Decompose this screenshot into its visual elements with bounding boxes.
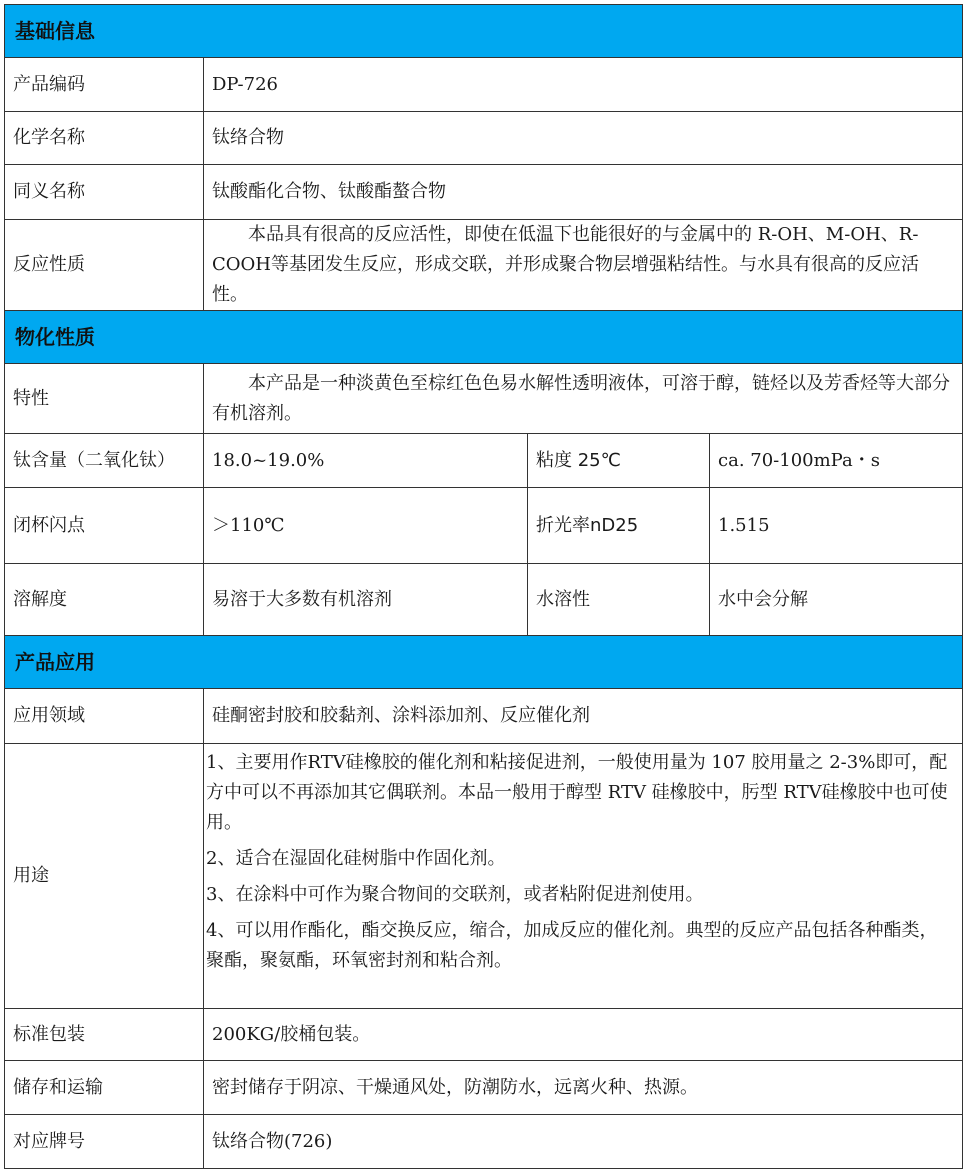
usage-item-4: 4、可以用作酯化，酯交换反应，缩合，加成反应的催化剂。典型的反应产品包括各种酯类，聚酯，聚氨酯，环氧密封剂和粘合剂。 <box>206 920 938 971</box>
viscosity-value: ca. 70-100mPa・s <box>710 434 963 488</box>
packaging-value: 200KG/胶桶包装。 <box>204 1009 963 1061</box>
usage-label: 用途 <box>5 744 204 1009</box>
flash-point-value: ＞110℃ <box>204 488 528 564</box>
usage-item-3: 3、在涂料中可作为聚合物间的交联剂，或者粘附促进剂使用。 <box>206 884 704 905</box>
row-characteristics <box>5 364 963 434</box>
reactivity-value: 本品具有很高的反应活性，即使在低温下也能很好的与金属中的 R-OH、M-OH、R-COOH等基团发生反应，形成交联，并形成聚合物层增强粘结性。与水具有很高的反应活性。 <box>204 220 963 311</box>
row-reactivity <box>5 220 963 311</box>
section-title-physchem: 物化性质 <box>5 311 963 364</box>
section-title-application: 产品应用 <box>5 636 963 689</box>
row-synonyms <box>5 165 963 220</box>
water-solubility-value: 水中会分解 <box>710 564 963 636</box>
row-flash-point <box>5 488 963 564</box>
storage-label: 储存和运输 <box>5 1061 204 1115</box>
product-code-label: 产品编码 <box>5 58 204 112</box>
reactivity-label: 反应性质 <box>5 220 204 311</box>
packaging-label: 标准包装 <box>5 1009 204 1061</box>
solubility-value: 易溶于大多数有机溶剂 <box>204 564 528 636</box>
brand-value: 钛络合物(726) <box>204 1115 963 1169</box>
titanium-content-value: 18.0~19.0% <box>204 434 528 488</box>
characteristics-label: 特性 <box>5 364 204 434</box>
characteristics-value: 本产品是一种淡黄色至棕红色色易水解性透明液体，可溶于醇，链烃以及芳香烃等大部分有机溶剂。 <box>204 364 963 434</box>
chemical-name-label: 化学名称 <box>5 112 204 165</box>
usage-item-1: 1、主要用作RTV硅橡胶的催化剂和粘接促进剂，一般使用量为 107 胶用量之 2-3%即可，配方中可以不再添加其它偶联剂。本品一般用于醇型 RTV 硅橡胶中，肟型 RTV硅橡胶中也可使用。 <box>206 752 948 833</box>
application-field-value: 硅酮密封胶和胶黏剂、涂料添加剂、反应催化剂 <box>204 689 963 744</box>
synonyms-value: 钛酸酯化合物、钛酸酯螯合物 <box>204 165 963 220</box>
row-application-field <box>5 689 963 744</box>
section-header-physchem <box>5 311 963 364</box>
row-product-code <box>5 58 963 112</box>
application-field-label: 应用领域 <box>5 689 204 744</box>
storage-value: 密封储存于阴凉、干燥通风处，防潮防水，远离火种、热源。 <box>204 1061 963 1115</box>
section-title-basic: 基础信息 <box>5 5 963 58</box>
section-header-application <box>5 636 963 689</box>
solubility-label: 溶解度 <box>5 564 204 636</box>
row-chemical-name <box>5 112 963 165</box>
chemical-name-value: 钛络合物 <box>204 112 963 165</box>
synonyms-label: 同义名称 <box>5 165 204 220</box>
row-solubility <box>5 564 963 636</box>
usage-item-2: 2、适合在湿固化硅树脂中作固化剂。 <box>206 848 506 869</box>
viscosity-label: 粘度 25℃ <box>528 434 710 488</box>
row-storage <box>5 1061 963 1115</box>
row-usage <box>5 744 963 1009</box>
water-solubility-label: 水溶性 <box>528 564 710 636</box>
product-spec-table <box>4 4 963 1169</box>
brand-label: 对应牌号 <box>5 1115 204 1169</box>
usage-value <box>204 744 963 1009</box>
row-titanium-content <box>5 434 963 488</box>
refractive-index-label: 折光率nD25 <box>528 488 710 564</box>
flash-point-label: 闭杯闪点 <box>5 488 204 564</box>
row-packaging <box>5 1009 963 1061</box>
titanium-content-label: 钛含量（二氧化钛） <box>5 434 204 488</box>
refractive-index-value: 1.515 <box>710 488 963 564</box>
product-code-value: DP-726 <box>204 58 963 112</box>
row-brand <box>5 1115 963 1169</box>
section-header-basic <box>5 5 963 58</box>
